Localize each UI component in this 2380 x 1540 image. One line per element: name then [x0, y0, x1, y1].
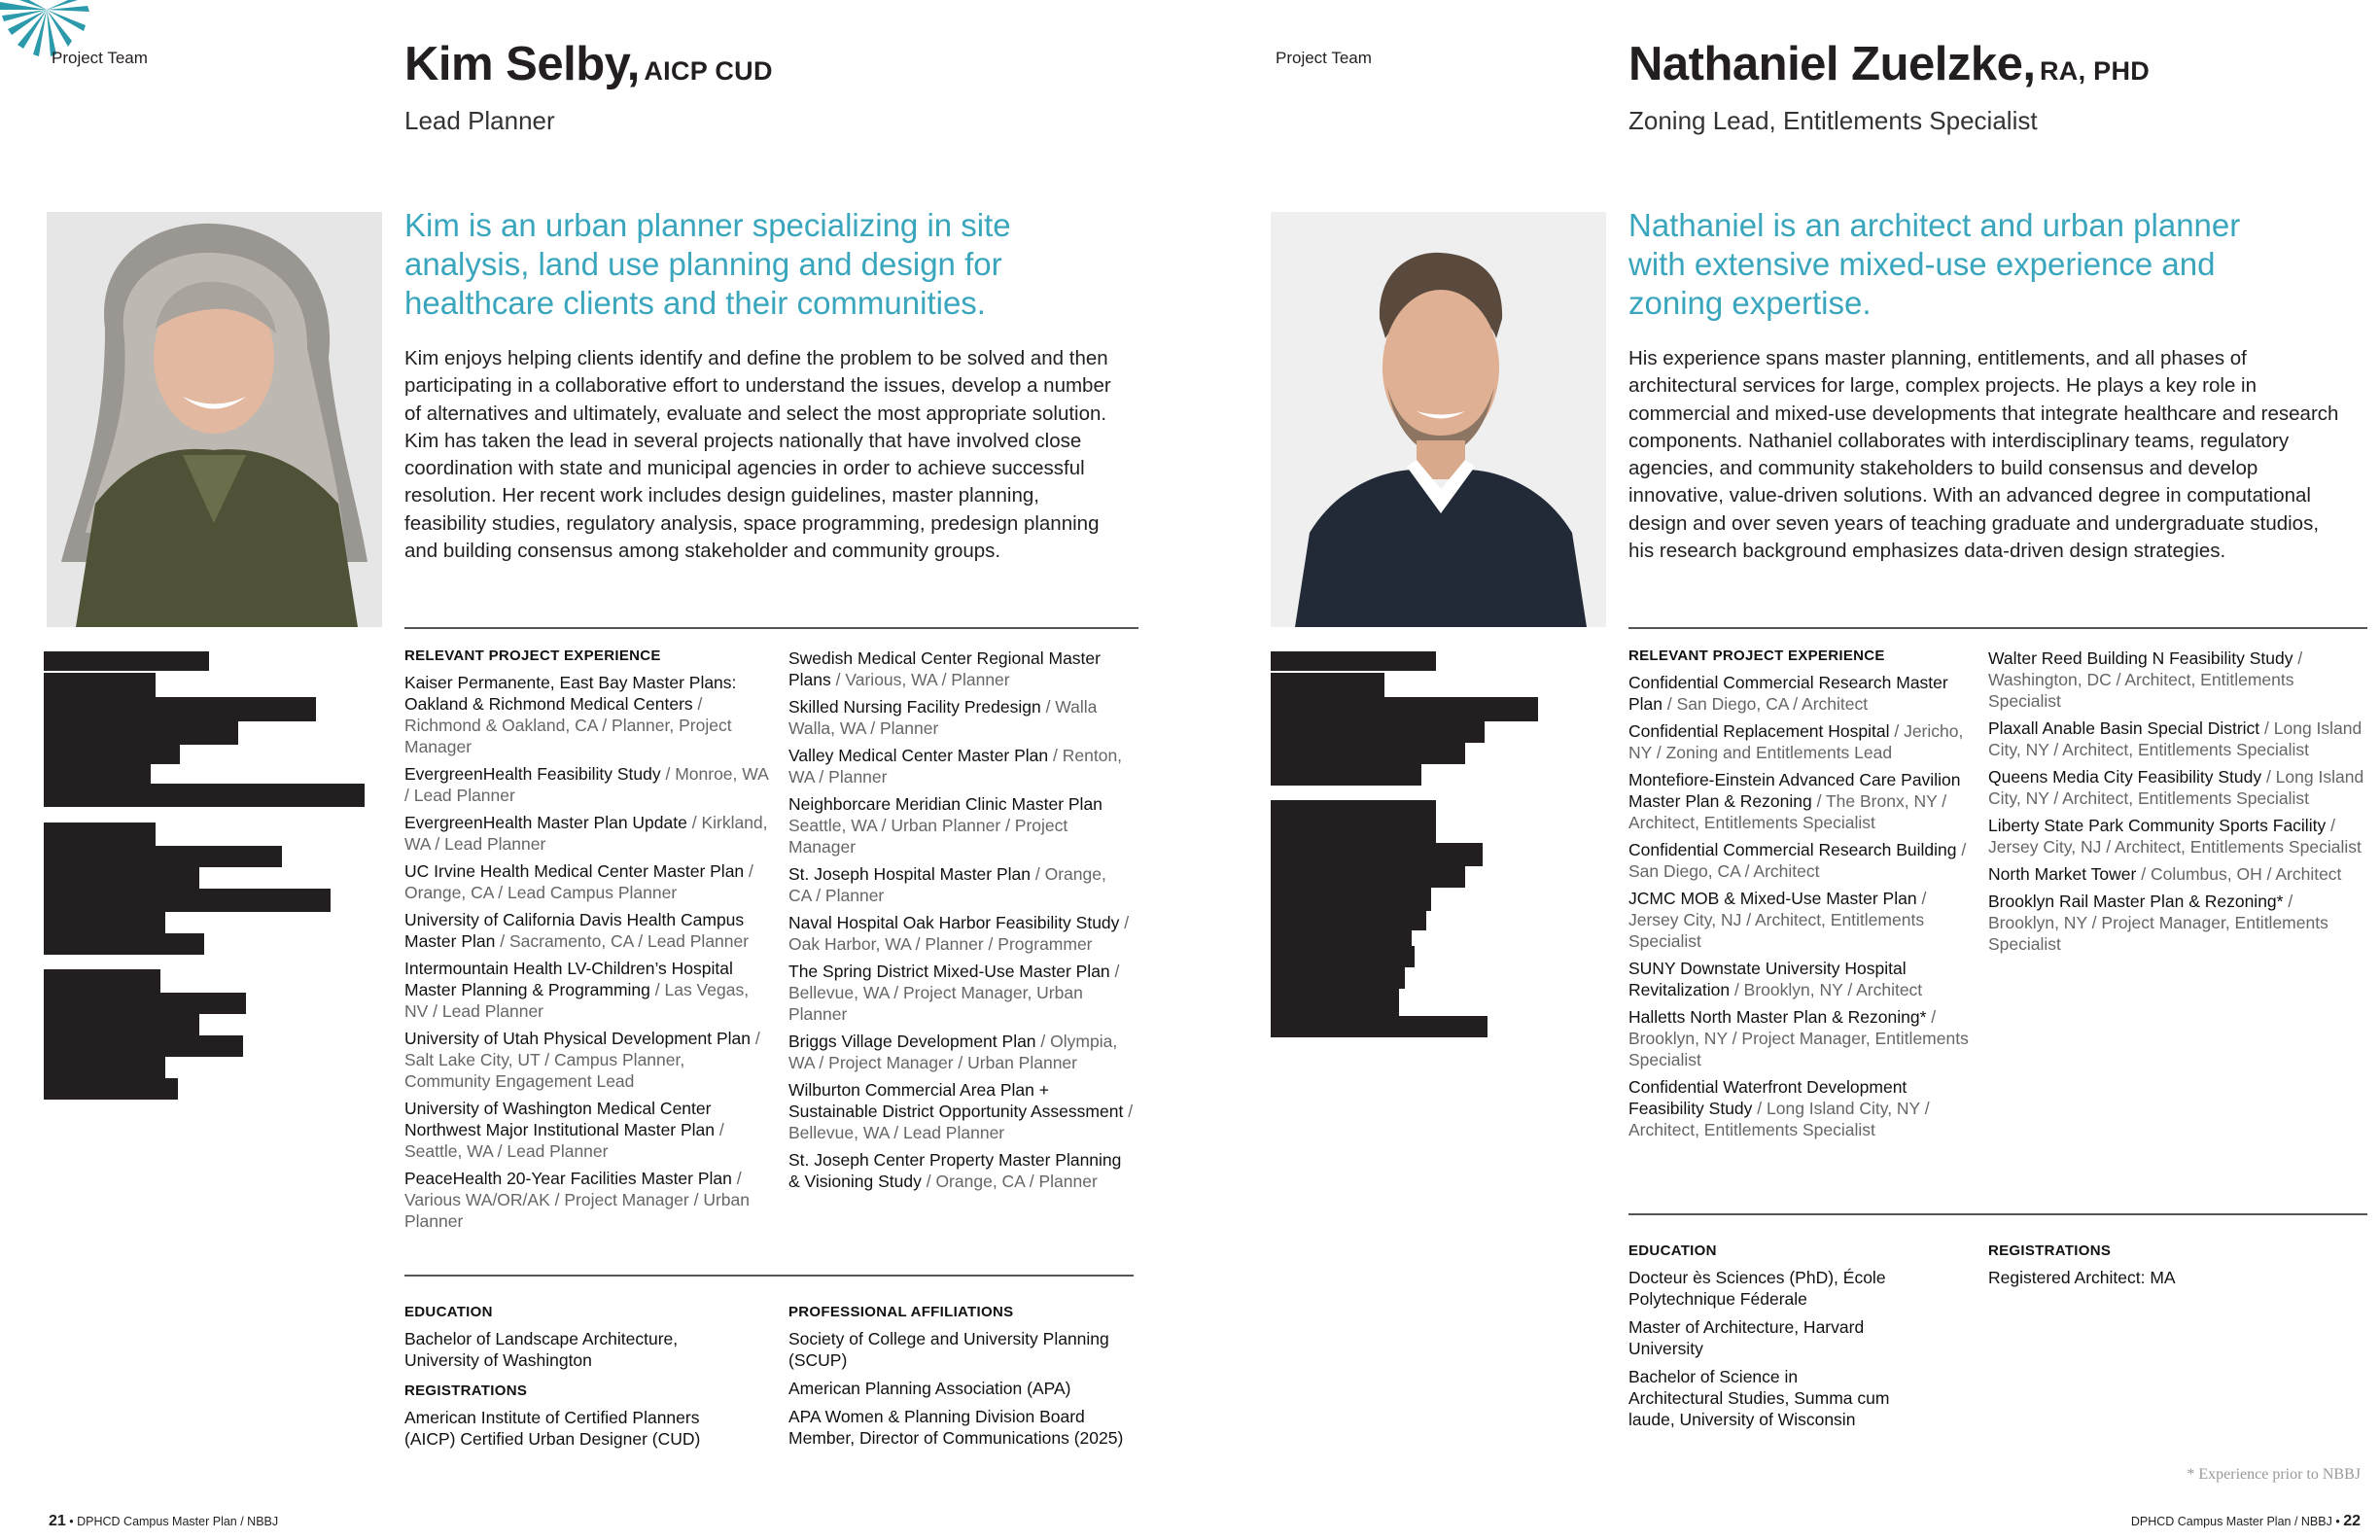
lead-statement: Nathaniel is an architect and urban planner with extensive mixed-use experience and zoning expertise.	[1628, 207, 2241, 321]
project-name: Skilled Nursing Facility Predesign	[788, 697, 1041, 717]
project-name: St. Joseph Center Property Master Planning & Visioning Study	[788, 1150, 1122, 1191]
project-detail: / Columbus, OH / Architect	[2136, 864, 2342, 884]
page-number: 22	[2343, 1513, 2361, 1529]
affiliations-list	[788, 1328, 1134, 1455]
education-item: Bachelor of Science in Architectural Studies, Summa cum laude, University of Wisconsin	[1628, 1367, 1890, 1429]
person-name: Kim Selby,	[404, 38, 640, 90]
project-detail: / Various WA/OR/AK / Project Manager / Urban Planner	[404, 1169, 750, 1231]
project-detail: / Monroe, WA / Lead Planner	[404, 764, 768, 805]
person-credentials: AICP CUD	[644, 56, 773, 86]
affiliation-item: APA Women & Planning Division Board Member, Director of Communications (2025)	[788, 1407, 1124, 1448]
project-name: Confidential Replacement Hospital	[1628, 721, 1890, 741]
project-entry	[404, 1168, 774, 1232]
affiliations-heading: PROFESSIONAL AFFILIATIONS	[788, 1304, 1014, 1320]
project-detail: / Jersey City, NJ / Architect, Entitlements Specialist	[1988, 816, 2362, 857]
project-name: The Spring District Mixed-Use Master Plan	[788, 962, 1110, 981]
experience-list	[1988, 648, 2367, 961]
project-entry	[404, 860, 774, 903]
project-name: University of California Davis Health Campus Master Plan	[404, 910, 745, 951]
project-entry	[404, 672, 774, 757]
project-detail: / Long Island City, NY / Architect, Entitlements Specialist	[1988, 718, 2362, 759]
portrait-photo	[1271, 212, 1606, 627]
project-name: SUNY Downstate University Hospital Revitalization	[1628, 959, 1907, 999]
registrations-heading: REGISTRATIONS	[1988, 1242, 2112, 1259]
project-name: Wilburton Commercial Area Plan + Sustainable District Opportunity Assessment	[788, 1080, 1124, 1121]
registrations-list	[1988, 1267, 2280, 1295]
registrations-heading: REGISTRATIONS	[404, 1382, 528, 1399]
person-name-heading	[404, 37, 773, 91]
person-name-heading	[1628, 37, 2150, 91]
project-name: Liberty State Park Community Sports Facility	[1988, 816, 2327, 835]
project-entry	[788, 696, 1134, 739]
project-detail: / Oak Harbor, WA / Planner / Programmer	[788, 913, 1130, 954]
project-name: Walter Reed Building N Feasibility Study	[1988, 648, 2293, 668]
project-name: Brooklyn Rail Master Plan & Rezoning*	[1988, 892, 2284, 911]
project-name: University of Washington Medical Center Northwest Major Institutional Master Plan	[404, 1099, 716, 1139]
project-entry	[1628, 1006, 1974, 1070]
project-name: University of Utah Physical Development Plan	[404, 1029, 751, 1048]
project-entry	[1988, 648, 2367, 712]
project-entry	[1988, 891, 2367, 955]
project-detail: / Washington, DC / Architect, Entitlements Specialist	[1988, 648, 2303, 711]
project-detail: / Richmond & Oakland, CA / Planner, Project Manager	[404, 694, 732, 756]
education-list	[404, 1328, 725, 1378]
project-name: Naval Hospital Oak Harbor Feasibility Study	[788, 913, 1120, 932]
affiliation-item: Society of College and University Planning (SCUP)	[788, 1329, 1109, 1370]
project-entry	[404, 958, 774, 1022]
section-label: Project Team	[1276, 49, 1372, 67]
project-detail: / Orange, CA / Planner	[788, 864, 1106, 905]
project-detail: / Various, WA / Planner	[830, 670, 1010, 689]
footer-text: DPHCD Campus Master Plan / NBBJ	[2130, 1515, 2332, 1528]
education-item: Docteur ès Sciences (PhD), École Polytechnique Féderale	[1628, 1268, 1886, 1309]
project-name: EvergreenHealth Feasibility Study	[404, 764, 661, 784]
project-detail: / Long Island City, NY / Architect, Entitlements Specialist	[1628, 1099, 1930, 1139]
project-entry	[1988, 718, 2367, 760]
project-detail: / Jericho, NY / Zoning and Entitlements Lead	[1628, 721, 1964, 762]
project-name: PeaceHealth 20-Year Facilities Master Plan	[404, 1169, 732, 1188]
person-name: Nathaniel Zuelzke,	[1628, 38, 2036, 90]
registrations-list	[404, 1407, 735, 1456]
project-entry	[404, 909, 774, 952]
project-name: Confidential Commercial Research Building	[1628, 840, 1957, 859]
bio-paragraph: His experience spans master planning, entitlements, and all phases of architectural services for large, complex projects. He plays a key role in commercial and mixed-use developments that integrate healthcare and research components. Nathaniel collaborates with interdisciplinary teams, regulatory agencies, and community stakeholders to build consensus and develop innovative, value-driven solutions. With an advanced degree in computational design and over seven years of teaching graduate and undergraduate studios, his research background emphasizes data-driven design strategies.	[1628, 347, 2339, 563]
divider	[1628, 1213, 2367, 1215]
project-detail: / San Diego, CA / Architect	[1628, 840, 1967, 881]
project-entry	[404, 1028, 774, 1092]
project-entry	[404, 812, 774, 855]
experience-heading: RELEVANT PROJECT EXPERIENCE	[404, 648, 661, 664]
education-list	[1628, 1267, 1891, 1437]
project-name: EvergreenHealth Master Plan Update	[404, 813, 687, 832]
page-footer: 21 • DPHCD Campus Master Plan / NBBJ	[49, 1513, 279, 1529]
project-entry	[788, 912, 1134, 955]
project-entry	[1988, 863, 2367, 885]
project-entry	[788, 961, 1134, 1025]
registration-item: American Institute of Certified Planners (AICP) Certified Urban Designer (CUD)	[404, 1408, 701, 1449]
project-entry	[1628, 839, 1974, 882]
project-detail: / Las Vegas, NV / Lead Planner	[404, 980, 750, 1021]
education-heading: EDUCATION	[1628, 1242, 1717, 1259]
project-name: Confidential Commercial Research Master Plan	[1628, 673, 1948, 714]
project-entry	[788, 1149, 1134, 1192]
page-number: 21	[49, 1513, 66, 1529]
project-entry	[1988, 766, 2367, 809]
project-name: St. Joseph Hospital Master Plan	[788, 864, 1032, 884]
project-name: Valley Medical Center Master Plan	[788, 746, 1049, 765]
project-detail: Seattle, WA / Urban Planner / Project Manager	[788, 816, 1068, 857]
project-entry	[404, 763, 774, 806]
project-entry	[788, 1031, 1134, 1073]
lead-statement: Kim is an urban planner specializing in site analysis, land use planning and design for healthcare clients and their communities.	[404, 207, 1011, 321]
project-entry	[1628, 888, 1974, 952]
project-detail: / Orange, CA / Lead Campus Planner	[404, 861, 753, 902]
project-entry	[1628, 720, 1974, 763]
section-label: Project Team	[52, 49, 148, 67]
project-entry	[788, 1079, 1134, 1143]
project-name: Queens Media City Feasibility Study	[1988, 767, 2262, 787]
project-detail: / Brooklyn, NY / Project Manager, Entitlements Specialist	[1628, 1007, 1969, 1069]
divider	[1628, 627, 2367, 629]
project-entry	[788, 648, 1134, 690]
footer-text: DPHCD Campus Master Plan / NBBJ	[77, 1515, 279, 1528]
person-title: Lead Planner	[404, 106, 555, 135]
project-entry	[788, 793, 1134, 858]
project-name: UC Irvine Health Medical Center Master Plan	[404, 861, 745, 881]
divider	[404, 627, 1138, 629]
project-detail: / Renton, WA / Planner	[788, 746, 1123, 787]
project-name: Confidential Waterfront Development Feasibility Study	[1628, 1077, 1908, 1118]
project-name: Montefiore-Einstein Advanced Care Pavilion Master Plan & Rezoning	[1628, 770, 1961, 811]
project-detail: / Olympia, WA / Project Manager / Urban Planner	[788, 1032, 1118, 1072]
project-detail: / Bellevue, WA / Lead Planner	[788, 1102, 1134, 1142]
project-name: Plaxall Anable Basin Special District	[1988, 718, 2260, 738]
project-name: Briggs Village Development Plan	[788, 1032, 1036, 1051]
project-name: JCMC MOB & Mixed-Use Master Plan	[1628, 889, 1917, 908]
registration-item: Registered Architect: MA	[1988, 1268, 2176, 1287]
education-item: Master of Architecture, Harvard University	[1628, 1317, 1865, 1358]
project-detail: / Walla Walla, WA / Planner	[788, 697, 1098, 738]
bio-paragraph: Kim enjoys helping clients identify and define the problem to be solved and then participating in a collaborative effort to understand the issues, develop a number of alternatives and ultimately, evaluate and select the most appropriate solution. Kim has taken the lead in several projects nationally that have involved close coordination with state and municipal agencies in order to achieve successful resolution. Her recent work includes design guidelines, master planning, feasibility studies, regulatory analysis, space programming, predesign planning and building consensus among stakeholder and community groups.	[404, 347, 1111, 563]
project-entry	[1988, 815, 2367, 858]
education-item: Bachelor of Landscape Architecture, University of Washington	[404, 1329, 679, 1370]
page-footer: DPHCD Campus Master Plan / NBBJ • 22	[2130, 1513, 2361, 1529]
experience-list	[404, 672, 774, 1238]
affiliation-item: American Planning Association (APA)	[788, 1379, 1071, 1398]
project-name: Halletts North Master Plan & Rezoning*	[1628, 1007, 1927, 1027]
project-name: Neighborcare Meridian Clinic Master Plan	[788, 794, 1102, 814]
project-detail: / Sacramento, CA / Lead Planner	[495, 931, 750, 951]
project-entry	[788, 863, 1134, 906]
experience-list	[788, 648, 1134, 1198]
project-detail: / The Bronx, NY / Architect, Entitlements Specialist	[1628, 791, 1947, 832]
portrait-photo	[47, 212, 382, 627]
project-entry	[1628, 1076, 1974, 1140]
project-entry	[1628, 958, 1974, 1000]
project-name: Kaiser Permanente, East Bay Master Plans: Oakland & Richmond Medical Centers	[404, 673, 737, 714]
project-detail: / Brooklyn, NY / Project Manager, Entitlements Specialist	[1988, 892, 2328, 954]
palm-leaf-icon	[0, 0, 92, 92]
divider	[404, 1275, 1134, 1277]
project-detail: / Seattle, WA / Lead Planner	[404, 1120, 724, 1161]
person-credentials: RA, PHD	[2039, 56, 2151, 86]
project-name: Swedish Medical Center Regional Master Plans	[788, 648, 1101, 689]
project-detail: / San Diego, CA / Architect	[1662, 694, 1869, 714]
project-detail: / Jersey City, NJ / Architect, Entitlements Specialist	[1628, 889, 1927, 951]
project-name: Intermountain Health LV-Children’s Hospital Master Planning & Programming	[404, 959, 733, 999]
project-detail: / Long Island City, NY / Architect, Entitlements Specialist	[1988, 767, 2364, 808]
project-entry	[788, 745, 1134, 788]
project-detail: / Orange, CA / Planner	[921, 1172, 1098, 1191]
person-title: Zoning Lead, Entitlements Specialist	[1628, 106, 2038, 135]
project-detail: / Brooklyn, NY / Architect	[1730, 980, 1923, 999]
experience-heading: RELEVANT PROJECT EXPERIENCE	[1628, 648, 1885, 664]
project-entry	[1628, 769, 1974, 833]
project-detail: / Salt Lake City, UT / Campus Planner, Community Engagement Lead	[404, 1029, 760, 1091]
project-entry	[404, 1098, 774, 1162]
experience-list	[1628, 672, 1974, 1146]
project-detail: / Bellevue, WA / Project Manager, Urban Planner	[788, 962, 1120, 1024]
project-entry	[1628, 672, 1974, 715]
footnote: * Experience prior to NBBJ	[2187, 1466, 2361, 1483]
project-name: North Market Tower	[1988, 864, 2137, 884]
education-heading: EDUCATION	[404, 1304, 493, 1320]
project-detail: / Kirkland, WA / Lead Planner	[404, 813, 768, 854]
